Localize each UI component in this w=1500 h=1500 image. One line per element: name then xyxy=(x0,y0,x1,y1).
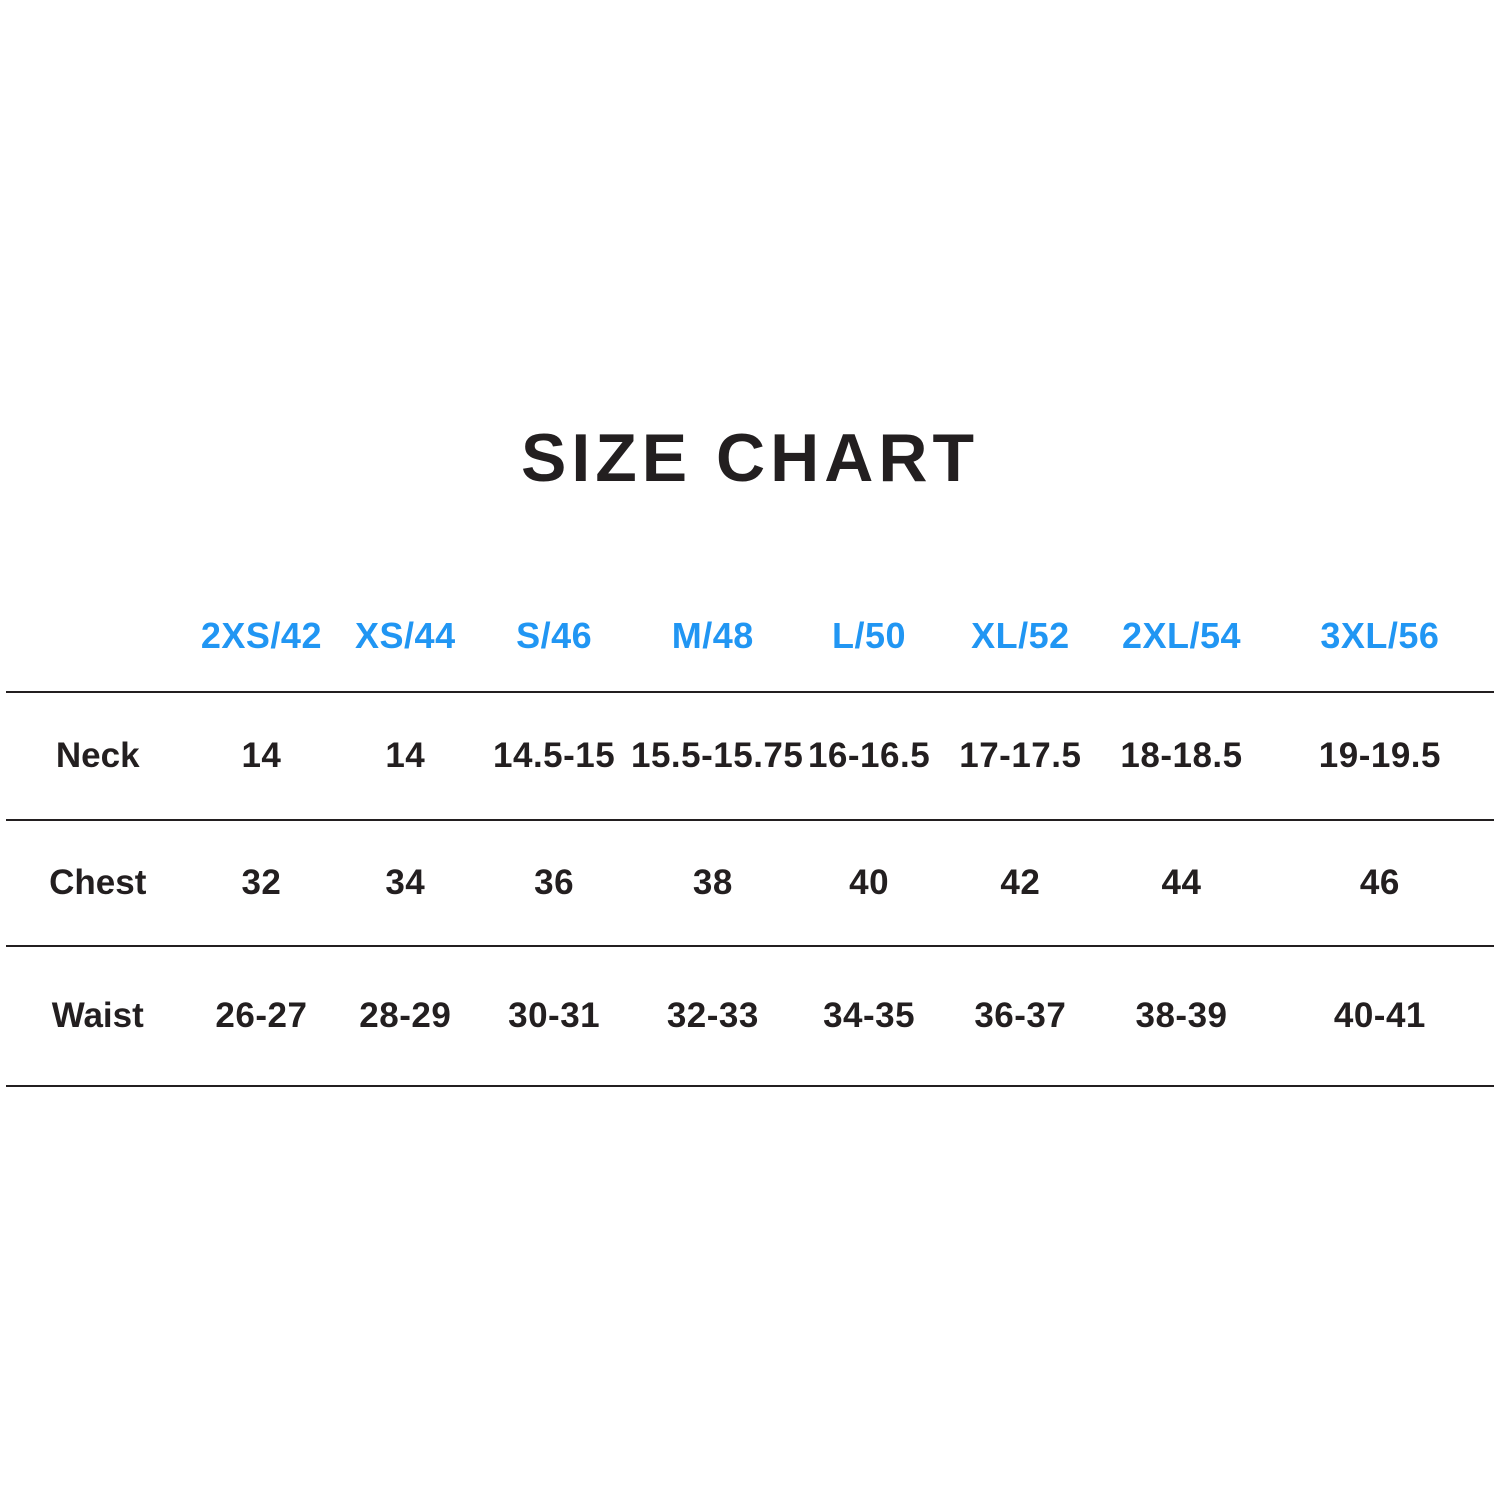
row-label-waist: Waist xyxy=(6,946,189,1086)
size-column-header: 2XS/42 xyxy=(189,580,333,692)
size-column-header: XL/52 xyxy=(943,580,1097,692)
row-label-neck: Neck xyxy=(6,692,189,820)
header-spacer-cell xyxy=(6,580,189,692)
size-value-cell: 14 xyxy=(189,692,333,820)
size-column-header: M/48 xyxy=(631,580,795,692)
size-value-cell: 17-17.5 xyxy=(943,692,1097,820)
page-title: SIZE CHART xyxy=(521,420,979,496)
size-value-cell: 34-35 xyxy=(795,946,944,1086)
size-value-cell: 42 xyxy=(943,820,1097,946)
size-value-cell: 15.5-15.75 xyxy=(631,692,795,820)
size-value-cell: 34 xyxy=(333,820,477,946)
size-value-cell: 40-41 xyxy=(1266,946,1494,1086)
size-value-cell: 16-16.5 xyxy=(795,692,944,820)
size-column-header: S/46 xyxy=(477,580,631,692)
size-value-cell: 36-37 xyxy=(943,946,1097,1086)
size-value-cell: 40 xyxy=(795,820,944,946)
size-value-cell: 32-33 xyxy=(631,946,795,1086)
size-column-header: L/50 xyxy=(795,580,944,692)
measurement-row-neck xyxy=(6,692,1494,820)
size-value-cell: 44 xyxy=(1097,820,1266,946)
size-value-cell: 14 xyxy=(333,692,477,820)
size-column-header: 2XL/54 xyxy=(1097,580,1266,692)
size-value-cell: 26-27 xyxy=(189,946,333,1086)
size-value-cell: 38 xyxy=(631,820,795,946)
size-value-cell: 18-18.5 xyxy=(1097,692,1266,820)
row-label-chest: Chest xyxy=(6,820,189,946)
size-value-cell: 19-19.5 xyxy=(1266,692,1494,820)
size-column-header: 3XL/56 xyxy=(1266,580,1494,692)
size-value-cell: 36 xyxy=(477,820,631,946)
measurement-row-waist xyxy=(6,946,1494,1086)
size-value-cell: 38-39 xyxy=(1097,946,1266,1086)
size-value-cell: 32 xyxy=(189,820,333,946)
size-column-header: XS/44 xyxy=(333,580,477,692)
size-value-cell: 30-31 xyxy=(477,946,631,1086)
size-header-row xyxy=(6,580,1494,692)
measurement-row-chest xyxy=(6,820,1494,946)
size-value-cell: 46 xyxy=(1266,820,1494,946)
size-value-cell: 28-29 xyxy=(333,946,477,1086)
size-chart-table xyxy=(6,580,1494,1087)
size-value-cell: 14.5-15 xyxy=(477,692,631,820)
